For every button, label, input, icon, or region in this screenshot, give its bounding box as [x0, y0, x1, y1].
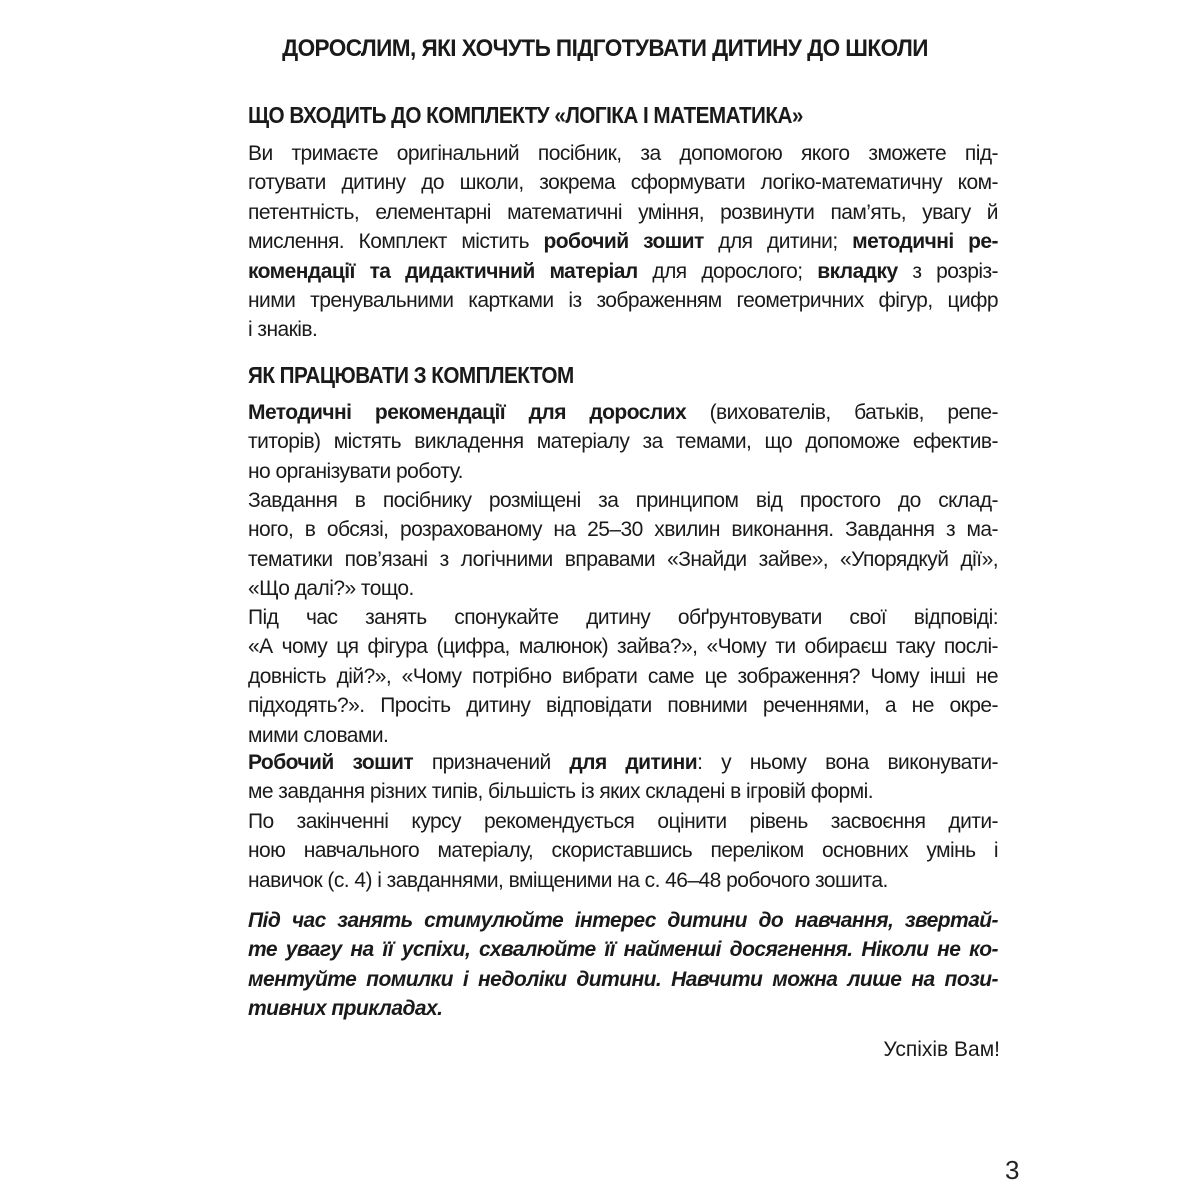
page-title: ДОРОСЛИМ, ЯКІ ХОЧУТЬ ПІДГОТУВАТИ ДИТИНУ ДО ШКОЛИ: [282, 35, 928, 62]
text-line: [248, 662, 998, 691]
text-line: [248, 457, 998, 486]
text-run: «Що далі?» тощо.: [248, 577, 414, 601]
paragraph-encouragement-note: [248, 906, 998, 1024]
paragraph-justify-answers: [248, 603, 998, 750]
bold-text: Методичні рекомендації для дорослих: [248, 401, 687, 424]
bold-text: вкладку: [817, 259, 898, 283]
text-line: [248, 748, 998, 777]
text-run: ментуйте помилки і недоліки дитини. Навчити можна лише на пози-: [248, 967, 998, 991]
text-line: [248, 315, 998, 344]
text-run: ною навчального матеріалу, скориставшись переліком основних умінь і: [248, 839, 998, 863]
text-run: тивних прикладах.: [248, 997, 443, 1021]
text-run: «А чому ця фігура (цифра, малюнок) зайва?», «Чому ти обираєш таку послі-: [248, 635, 998, 659]
text-line: [248, 168, 998, 197]
text-line: [248, 836, 998, 865]
text-run: навичок (с. 4) і завданнями, вміщеними на с. 46–48 робочого зошита.: [248, 868, 888, 892]
text-line: [248, 427, 998, 456]
text-run: Під час занять спонукайте дитину обґрунтовувати свої відповіді:: [248, 606, 998, 629]
section-heading-how-to-work: ЯК ПРАЦЮВАТИ З КОМПЛЕКТОМ: [248, 362, 574, 388]
text-line: [248, 777, 998, 806]
text-run: мими словами.: [248, 723, 389, 747]
text-run: титорів) містять викладення матеріалу за темами, що допоможе ефектив-: [248, 430, 998, 454]
text-run: ними тренувальними картками із зображенням геометричних фігур, цифр: [248, 289, 998, 313]
text-line: [248, 286, 998, 315]
text-line: [248, 545, 998, 574]
text-line: [248, 807, 998, 836]
text-line: [248, 691, 998, 720]
bold-text: Робочий зошит: [248, 751, 414, 774]
text-run: для дорослого;: [637, 259, 818, 283]
text-line: [248, 965, 998, 994]
text-line: [248, 906, 998, 935]
text-line: [248, 227, 998, 256]
text-line: [248, 257, 998, 286]
text-run: підходять?». Просіть дитину відповідати повними реченнями, а не окре-: [248, 694, 998, 718]
text-line: [248, 721, 998, 750]
bold-text: робочий зошит: [543, 230, 704, 254]
bold-text: методичні ре-: [852, 230, 998, 254]
bold-text: комендації та дидактичний матеріал: [248, 259, 638, 283]
text-run: призначений: [413, 751, 570, 774]
text-run: (вихователів, батьків, репе-: [686, 401, 998, 424]
text-run: готувати дитину до школи, зокрема сформувати логіко-математичну ком-: [248, 171, 998, 195]
text-line: [248, 398, 998, 427]
section-heading-kit-contents: ЩО ВХОДИТЬ ДО КОМПЛЕКТУ «ЛОГІКА І МАТЕМАТИКА»: [248, 102, 803, 128]
text-run: те увагу на її успіхи, схвалюйте її найменші досягнення. Ніколи не ко-: [248, 938, 998, 962]
text-line: [248, 139, 998, 168]
text-run: но організувати роботу.: [248, 459, 463, 483]
text-run: петентність, елементарні математичні уміння, розвинути пам’ять, увагу й: [248, 200, 998, 224]
text-run: довність дій?», «Чому потрібно вибрати саме це зображення? Чому інші не: [248, 664, 998, 688]
paragraph-tasks-order: [248, 486, 998, 604]
text-run: Під час занять стимулюйте інтерес дитини до навчання, звертай-: [248, 909, 998, 932]
text-run: : у ньому вона виконувати-: [697, 751, 998, 774]
paragraph-course-evaluation: [248, 807, 998, 895]
text-run: По закінченні курсу рекомендується оцінити рівень засвоєння дити-: [248, 810, 998, 833]
closing-wish: Успіхів Вам!: [883, 1038, 1000, 1061]
text-line: [248, 603, 998, 632]
text-line: [248, 574, 998, 603]
text-line: [248, 632, 998, 661]
text-line: [248, 515, 998, 544]
text-line: [248, 935, 998, 964]
text-line: [248, 866, 998, 895]
page-number: 3: [1005, 1155, 1020, 1185]
bold-text: для дитини: [569, 751, 698, 774]
text-run: Завдання в посібнику розміщені за принципом від простого до склад-: [248, 489, 998, 512]
text-run: Ви тримаєте оригінальний посібник, за допомогою якого зможете під-: [248, 142, 998, 165]
paragraph-workbook: [248, 748, 998, 807]
paragraph-kit-contents: [248, 139, 998, 345]
paragraph-methodical-recommendations: [248, 398, 998, 486]
text-run: і знаків.: [248, 318, 318, 342]
text-run: з розріз-: [897, 259, 998, 283]
text-run: ме завдання різних типів, більшість із яких складені в ігровій формі.: [248, 780, 873, 804]
text-line: [248, 198, 998, 227]
text-line: [248, 994, 998, 1023]
text-run: ного, в обсязі, розрахованому на 25–30 хвилин виконання. Завдання з ма-: [248, 518, 998, 542]
text-line: [248, 486, 998, 515]
text-run: тематики пов’язані з логічними вправами «Знайди зайве», «Упорядкуй дії»,: [248, 547, 998, 571]
text-run: мислення. Комплект містить: [248, 230, 544, 254]
text-run: для дитини;: [703, 230, 853, 254]
